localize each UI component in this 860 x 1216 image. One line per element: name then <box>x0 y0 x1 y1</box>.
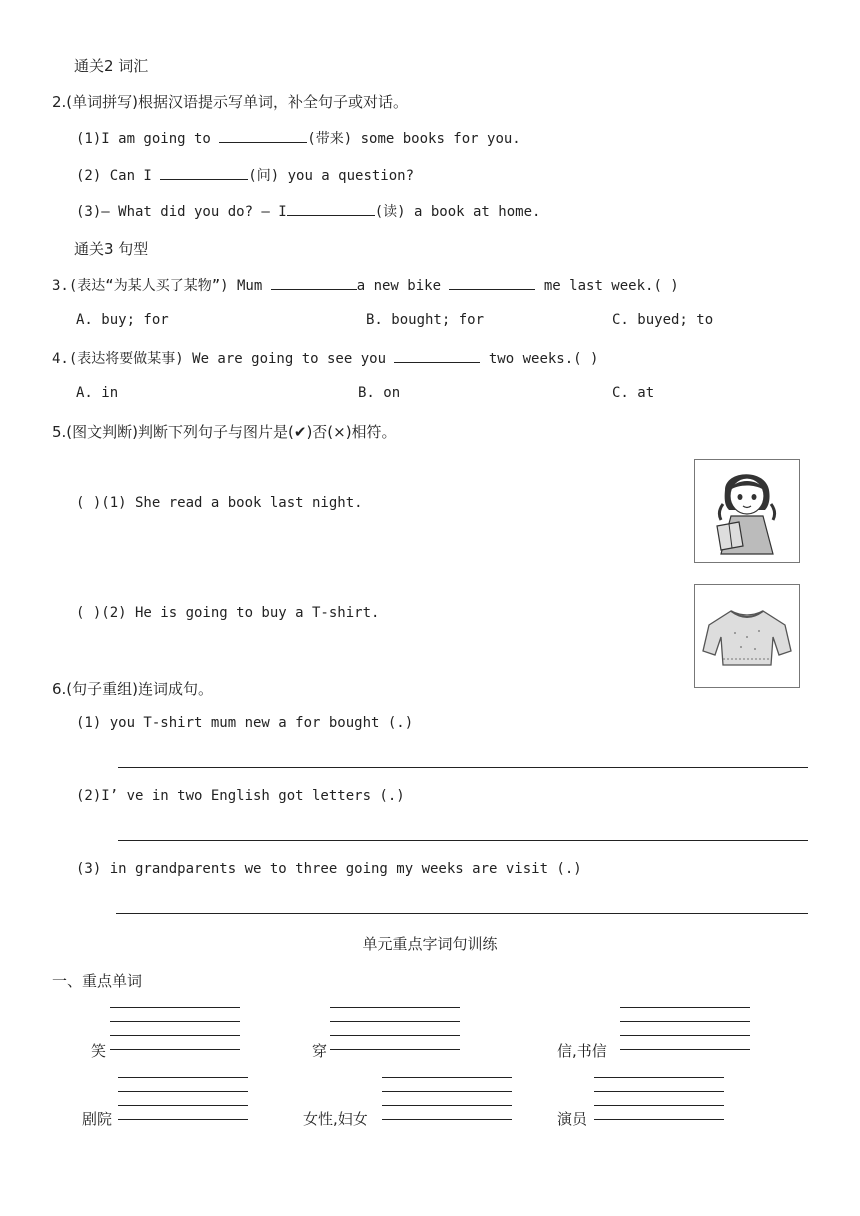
vocab-label-theatre: 剧院 <box>82 1110 113 1128</box>
q3-stem-b: a new bike <box>356 278 450 294</box>
question-6-item-1: (1) you T-shirt mum new a for bought (.) <box>76 715 414 731</box>
q4-stem-b: two weeks.( ) <box>480 351 599 367</box>
writing-line[interactable] <box>330 1035 460 1036</box>
question-6-item-3: (3) in grandparents we to three going my weeks are visit (.) <box>76 861 582 877</box>
answer-blank[interactable] <box>219 128 307 143</box>
question-5-stem: 5.(图文判断)判断下列句子与图片是(✔)否(×)相符。 <box>52 423 397 441</box>
writing-line[interactable] <box>118 1119 248 1120</box>
question-2-item-1 <box>76 128 521 148</box>
vocab-label-laugh: 笑 <box>91 1042 107 1060</box>
q4-option-b[interactable]: B. on <box>358 385 401 401</box>
q3-option-c[interactable]: C. buyed; to <box>612 312 714 328</box>
q2-3-prefix: (3)— What did you do? — I <box>76 204 287 220</box>
q2-1-prefix: (1)I am going to <box>76 131 220 147</box>
writing-line[interactable] <box>382 1105 512 1106</box>
sweater-icon <box>695 585 799 687</box>
vocab-label-woman: 女性,妇女 <box>303 1110 368 1128</box>
writing-line[interactable] <box>110 1021 240 1022</box>
q2-2-prefix: (2) Can I <box>76 168 161 184</box>
part-title: 单元重点字词句训练 <box>362 935 498 953</box>
writing-line[interactable] <box>382 1091 512 1092</box>
q4-option-a[interactable]: A. in <box>76 385 119 401</box>
writing-line[interactable] <box>594 1105 724 1106</box>
answer-line[interactable] <box>118 767 808 768</box>
writing-line[interactable] <box>118 1077 248 1078</box>
sweater-image <box>694 584 800 688</box>
writing-line[interactable] <box>330 1021 460 1022</box>
question-5-item-2: ( )(2) He is going to buy a T-shirt. <box>76 605 380 621</box>
question-6-item-2: (2)I’ ve in two English got letters (.) <box>76 788 405 804</box>
q3-option-b[interactable]: B. bought; for <box>366 312 485 328</box>
section-title-vocabulary: 通关2 词汇 <box>74 57 149 75</box>
writing-line[interactable] <box>620 1007 750 1008</box>
answer-line[interactable] <box>118 840 808 841</box>
writing-line[interactable] <box>110 1035 240 1036</box>
writing-line[interactable] <box>330 1049 460 1050</box>
girl-reading-image <box>694 459 800 563</box>
q3-option-a[interactable]: A. buy; for <box>76 312 169 328</box>
q2-2-suffix: (问) you a question? <box>248 168 415 184</box>
question-2-item-3 <box>76 201 540 221</box>
writing-line[interactable] <box>594 1091 724 1092</box>
answer-blank[interactable] <box>394 348 480 363</box>
q2-1-suffix: (带来) some books for you. <box>307 131 521 147</box>
answer-blank[interactable] <box>160 165 248 180</box>
writing-line[interactable] <box>620 1049 750 1050</box>
answer-blank[interactable] <box>449 275 535 290</box>
writing-line[interactable] <box>620 1021 750 1022</box>
question-3-stem <box>52 275 679 295</box>
section-title-sentence: 通关3 句型 <box>74 240 149 258</box>
answer-line[interactable] <box>116 913 808 914</box>
writing-line[interactable] <box>110 1049 240 1050</box>
q3-stem-c: me last week.( ) <box>535 278 679 294</box>
q3-stem-a: 3.(表达“为某人买了某物”) Mum <box>52 278 271 294</box>
writing-line[interactable] <box>594 1077 724 1078</box>
vocab-label-actor: 演员 <box>557 1110 588 1128</box>
q2-3-suffix: (读) a book at home. <box>374 204 541 220</box>
vocab-label-letter: 信,书信 <box>557 1042 607 1060</box>
girl-reading-icon <box>695 460 799 562</box>
writing-line[interactable] <box>382 1119 512 1120</box>
question-2-stem: 2.(单词拼写)根据汉语提示写单词，补全句子或对话。 <box>52 93 409 111</box>
part-subtitle: 一、重点单词 <box>52 972 143 990</box>
writing-line[interactable] <box>620 1035 750 1036</box>
answer-blank[interactable] <box>287 201 375 216</box>
answer-blank[interactable] <box>271 275 357 290</box>
writing-line[interactable] <box>382 1077 512 1078</box>
question-4-stem <box>52 348 598 368</box>
writing-line[interactable] <box>110 1007 240 1008</box>
writing-line[interactable] <box>118 1091 248 1092</box>
writing-line[interactable] <box>118 1105 248 1106</box>
vocab-label-wear: 穿 <box>312 1042 328 1060</box>
question-6-stem: 6.(句子重组)连词成句。 <box>52 680 214 698</box>
writing-line[interactable] <box>594 1119 724 1120</box>
question-5-item-1: ( )(1) She read a book last night. <box>76 495 363 511</box>
q4-option-c[interactable]: C. at <box>612 385 655 401</box>
q4-stem-a: 4.(表达将要做某事) We are going to see you <box>52 351 395 367</box>
writing-line[interactable] <box>330 1007 460 1008</box>
question-2-item-2 <box>76 165 414 185</box>
